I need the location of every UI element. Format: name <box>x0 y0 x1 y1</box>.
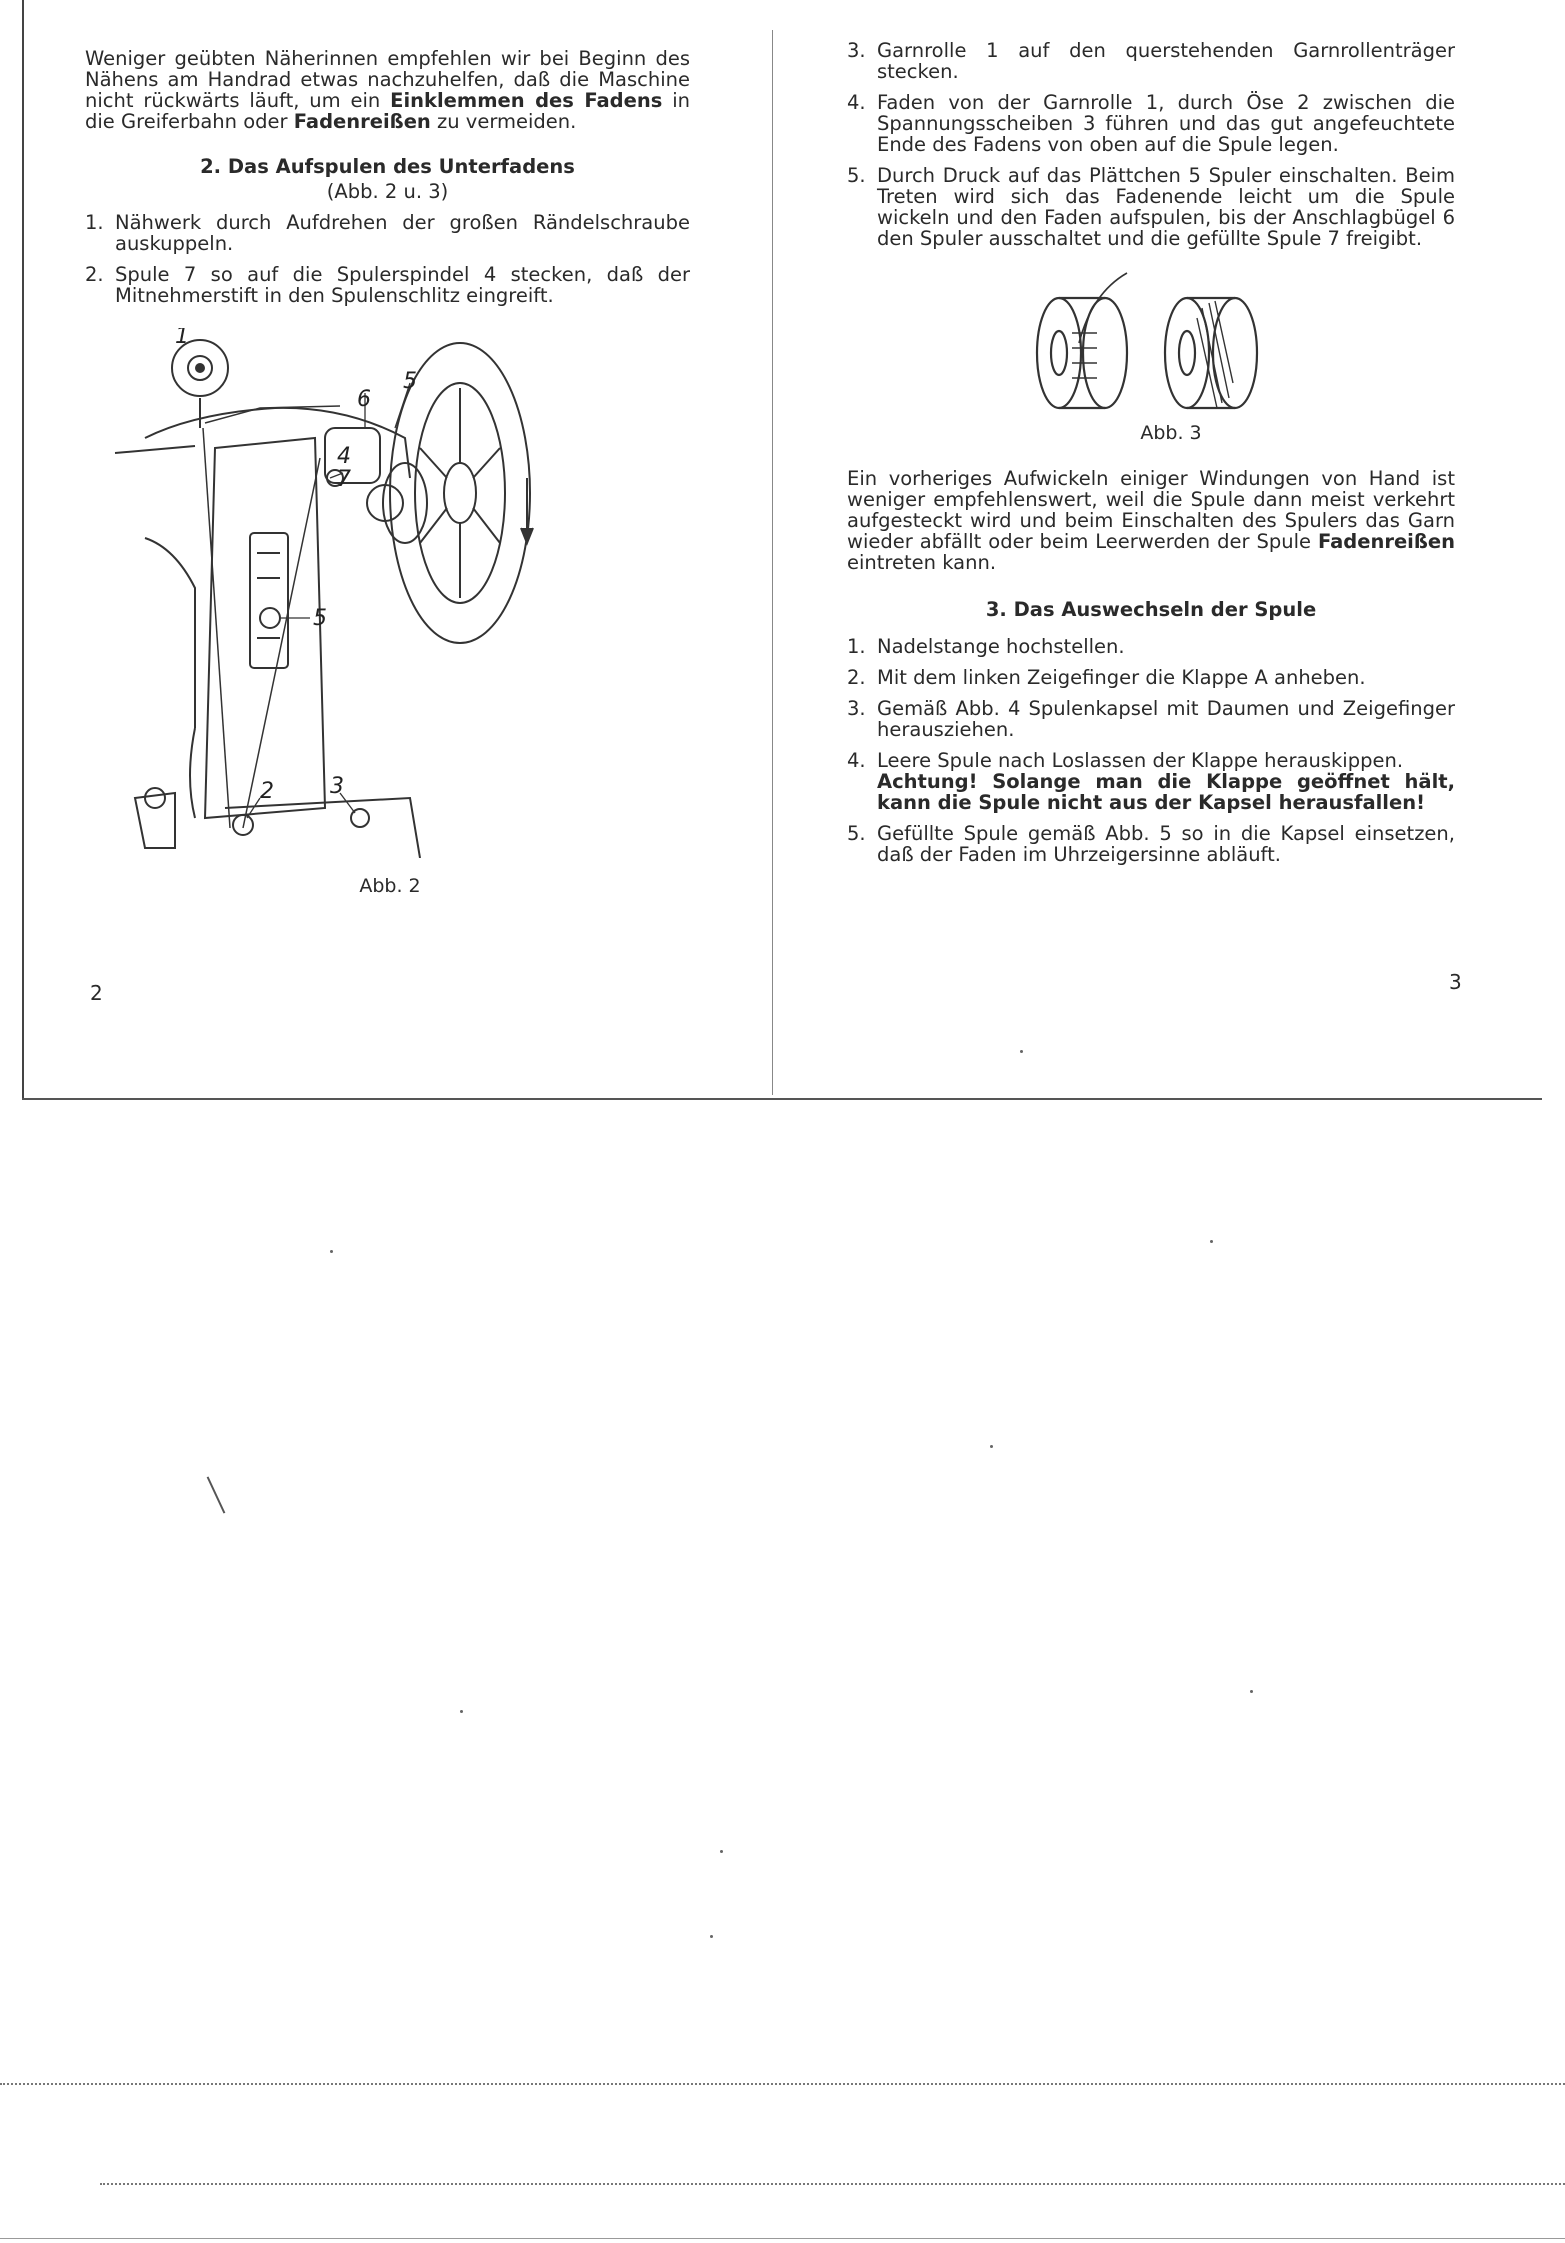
figure-caption: Abb. 3 <box>1140 422 1202 444</box>
figure-label: 2 <box>260 779 274 804</box>
figure-label: 5 <box>403 369 417 394</box>
section-subtitle: (Abb. 2 u. 3) <box>326 180 449 203</box>
scan-bottom-line <box>0 2238 1565 2239</box>
list-item: 1. Nadelstange hochstellen. <box>847 635 1125 658</box>
bobbins-illustration <box>847 263 1455 423</box>
right-page <box>847 0 1462 1100</box>
figure-label: 1 <box>175 328 189 349</box>
scan-speck <box>460 1710 463 1713</box>
scan-dotted-line <box>0 2083 1565 2085</box>
emphasis-einklemmen: Einklemmen des Fadens <box>390 89 663 112</box>
spine-line <box>772 30 773 1095</box>
left-edge-line <box>22 0 24 1100</box>
scan-speck <box>720 1850 723 1853</box>
scan-scratch <box>207 1476 226 1513</box>
steps-list-left <box>85 212 690 306</box>
scan-speck <box>990 1445 993 1448</box>
figure-label: 3 <box>330 774 344 799</box>
list-item: 5. Gefüllte Spule gemäß Abb. 5 so in die Kapsel einsetzen, daß der Faden im Uhrzeigersinne abläuft. <box>847 822 1455 866</box>
figure-abb-3 <box>847 263 1455 448</box>
steps-list-right <box>847 40 1455 249</box>
scan-dotted-line <box>100 2183 1565 2185</box>
list-item: 3. Gemäß Abb. 4 Spulenkapsel mit Daumen und Zeigefinger herausziehen. <box>847 697 1455 741</box>
list-item: 2. Spule 7 so auf die Spulerspindel 4 stecken, daß der Mitnehmerstift in den Spulenschlitz eingreift. <box>85 263 690 307</box>
steps-list-right-2 <box>847 636 1455 865</box>
figure-label: 6 <box>357 387 371 412</box>
list-item: 4. Faden von der Garnrolle 1, durch Öse 2 zwischen die Spannungsscheiben 3 führen und das gut angefeuchtete Ende des Fadens von oben auf die Spule legen. <box>847 91 1455 156</box>
sewing-machine-illustration <box>75 328 595 858</box>
left-page <box>85 0 690 1100</box>
figure-label: 5 <box>313 606 327 631</box>
scan-speck <box>330 1250 333 1253</box>
page-number-left: 2 <box>90 981 103 1005</box>
figure-label: 4 <box>337 444 351 469</box>
figure-abb-2 <box>75 328 595 897</box>
scan-speck <box>1210 1240 1213 1243</box>
section-title-aufspulen: 2. Das Aufspulen des Unterfadens <box>200 155 575 178</box>
list-item: 5. Durch Druck auf das Plättchen 5 Spuler einschalten. Beim Treten wird sich das Fadenende leicht um die Spule wickeln und den Faden aufspulen, bis der Anschlagbügel 6 den Spuler ausschaltet und die gefüllte Spule 7 freigibt. <box>847 164 1455 250</box>
figure-label: 7 <box>337 467 351 492</box>
page-number-right: 3 <box>1449 970 1462 994</box>
emphasis-fadenreissen: Fadenreißen <box>1317 530 1455 553</box>
scan-speck <box>710 1935 713 1938</box>
warning-text: Achtung! Solange man die Klappe geöffnet hält, kann die Spule nicht aus der Kapsel herausfallen! <box>877 770 1455 814</box>
note-paragraph: Ein vorheriges Aufwickeln einiger Windungen von Hand ist weniger empfehlenswert, weil die Spule dann meist verkehrt aufgesteckt wird und beim Einschalten des Spulers das Garn wieder abfällt oder beim Leerwerden der Spule Fadenreißen eintreten kann. <box>847 467 1455 574</box>
intro-paragraph: Weniger geübten Näherinnen empfehlen wir bei Beginn des Nähens am Handrad etwas nachzuhelfen, daß die Maschine nicht rückwärts läuft, um ein Einklemmen des Fadens in die Greiferbahn oder Fadenreißen zu vermeiden. <box>85 47 690 133</box>
emphasis-fadenreissen: Fadenreißen <box>293 110 431 133</box>
scan-speck <box>1250 1690 1253 1693</box>
bottom-edge-line <box>22 1098 1542 1100</box>
list-item: 3. Garnrolle 1 auf den querstehenden Garnrollenträger stecken. <box>847 39 1455 83</box>
figure-caption: Abb. 2 <box>359 875 421 897</box>
list-item: 1. Nähwerk durch Aufdrehen der großen Rändelschraube auskuppeln. <box>85 211 690 255</box>
section-title-auswechseln: 3. Das Auswechseln der Spule <box>985 598 1317 621</box>
list-item: 4. Leere Spule nach Loslassen der Klappe herauskippen. Achtung! Solange man die Klappe geöffnet hält, kann die Spule nicht aus der Kapsel herausfallen! <box>847 749 1455 814</box>
scan-speck <box>1020 1050 1023 1053</box>
list-item: 2. Mit dem linken Zeigefinger die Klappe A anheben. <box>847 666 1366 689</box>
